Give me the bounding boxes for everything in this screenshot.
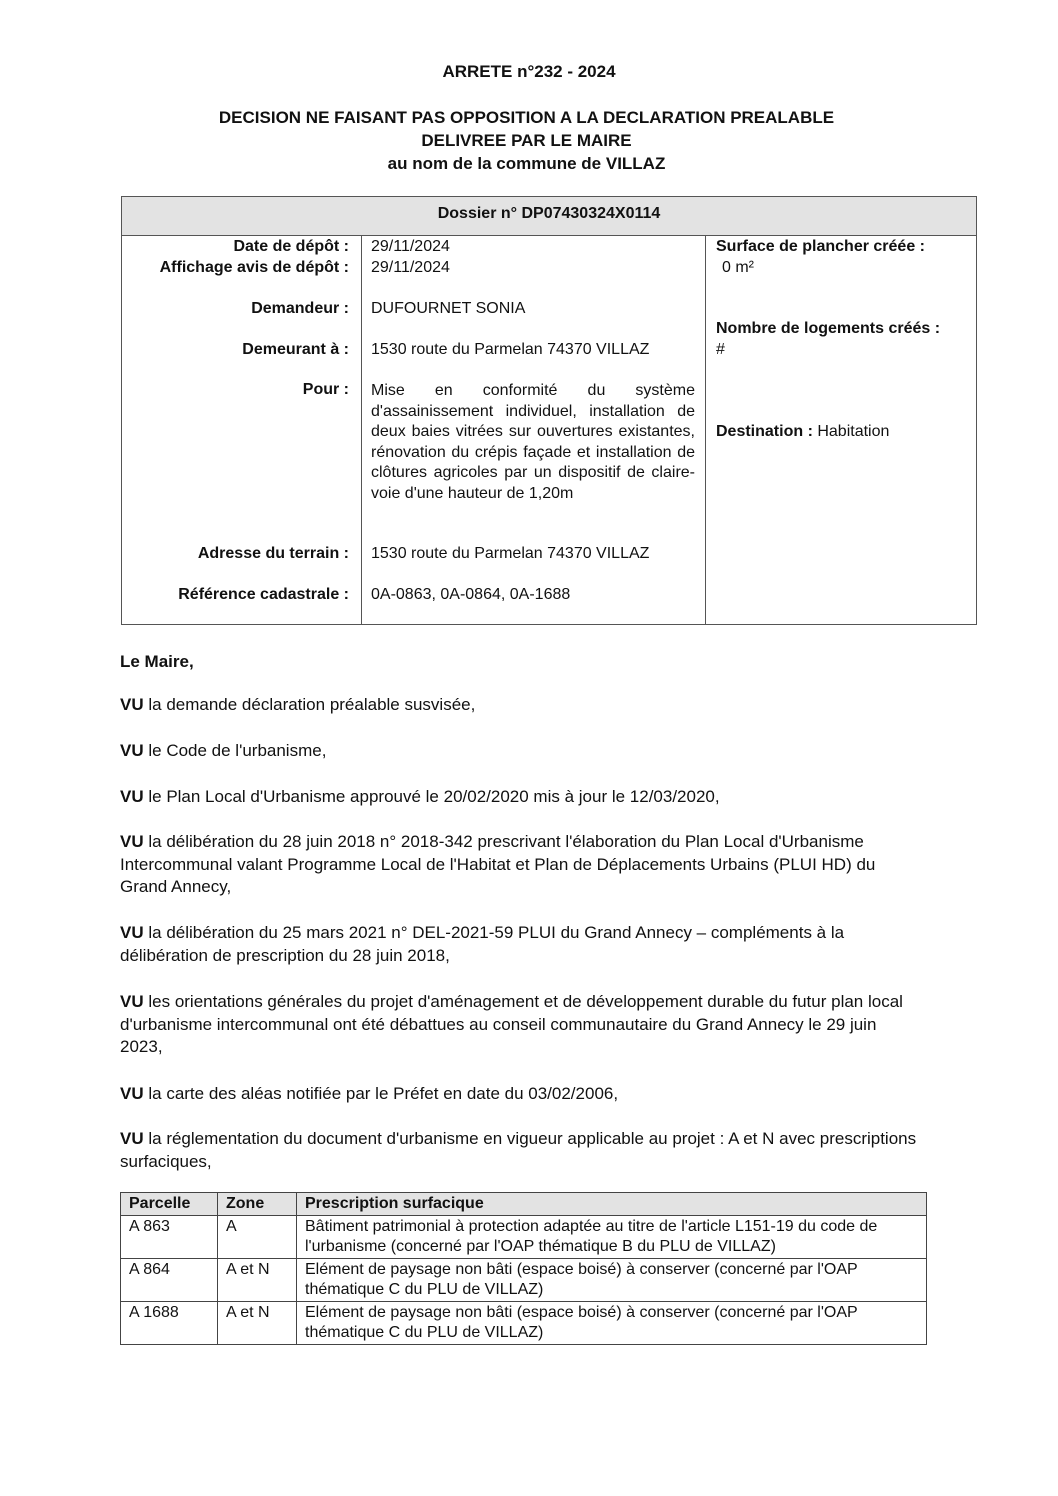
adresse-terrain-label: Adresse du terrain : bbox=[197, 545, 349, 562]
vu-paragraph: VU la délibération du 28 juin 2018 n° 2018-342 prescrivant l'élaboration du Plan Local d'Urbanisme Intercommunal valant Programme Local de l'Habitat et Plan de Déplacements Urbains (PLUI HD) du Grand Annecy, bbox=[120, 832, 876, 896]
table-row bbox=[121, 1259, 927, 1302]
cell-parcelle: A 864 bbox=[121, 1259, 218, 1302]
column-divider bbox=[705, 235, 706, 624]
vu-paragraph: VU les orientations générales du projet d'aménagement et de développement durable du futur plan local d'urbanisme intercommunal ont été débattues au conseil communautaire du Grand Annecy le 29 juin 2023, bbox=[120, 992, 903, 1056]
cell-zone: A et N bbox=[218, 1259, 297, 1302]
logements-label: Nombre de logements créés : bbox=[716, 320, 941, 337]
cell-prescription: Elément de paysage non bâti (espace boisé) à conserver (concerné par l'OAP thématique C du PLU de VILLAZ) bbox=[297, 1259, 927, 1302]
vu-paragraph: VU le Plan Local d'Urbanisme approuvé le 20/02/2020 mis à jour le 12/03/2020, bbox=[120, 787, 720, 806]
vu-paragraph: VU la réglementation du document d'urbanisme en vigueur applicable au projet : A et N avec prescriptions surfaciques, bbox=[120, 1129, 917, 1171]
header-parcelle: Parcelle bbox=[121, 1193, 218, 1216]
adresse-terrain-value: 1530 route du Parmelan 74370 VILLAZ bbox=[371, 545, 650, 562]
cell-zone: A bbox=[218, 1216, 297, 1259]
logements-value: # bbox=[716, 341, 725, 358]
header-zone: Zone bbox=[218, 1193, 297, 1216]
reference-cadastrale-label: Référence cadastrale : bbox=[178, 586, 349, 603]
le-maire: Le Maire, bbox=[120, 652, 194, 671]
surface-label: Surface de plancher créée : bbox=[716, 238, 925, 255]
cell-parcelle: A 1688 bbox=[121, 1302, 218, 1345]
pour-value: Mise en conformité du système d'assainissement individuel, installation de deux baies vitrées sur ouvertures existantes, rénovation du crépis façade et installation de clôtures agricoles par un dispositif de claire-voie d'une hauteur de 1,20m bbox=[371, 382, 695, 502]
column-divider bbox=[361, 235, 362, 624]
prescription-table bbox=[120, 1192, 927, 1345]
destination-label: Destination : bbox=[716, 423, 813, 440]
table-row bbox=[121, 1216, 927, 1259]
cell-prescription: Bâtiment patrimonial à protection adaptée au titre de l'article L151-19 du code de l'urbanisme (concerné par l'OAP thématique B du PLU de VILLAZ) bbox=[297, 1216, 927, 1259]
vu-paragraph: VU le Code de l'urbanisme, bbox=[120, 741, 327, 760]
decision-heading-line1: DECISION NE FAISANT PAS OPPOSITION A LA DECLARATION PREALABLE bbox=[218, 108, 835, 127]
cell-parcelle: A 863 bbox=[121, 1216, 218, 1259]
decision-heading-line2: DELIVREE PAR LE MAIRE bbox=[421, 131, 632, 150]
pour-label: Pour : bbox=[302, 381, 349, 398]
vu-paragraph: VU la carte des aléas notifiée par le Préfet en date du 03/02/2006, bbox=[120, 1084, 619, 1103]
dossier-box bbox=[121, 196, 977, 625]
affichage-label: Affichage avis de dépôt : bbox=[159, 259, 349, 276]
vu-paragraph: VU la délibération du 25 mars 2021 n° DEL-2021-59 PLUI du Grand Annecy – compléments à la délibération de prescription du 28 juin 2018, bbox=[120, 923, 845, 965]
cell-zone: A et N bbox=[218, 1302, 297, 1345]
decision-heading-line3: au nom de la commune de VILLAZ bbox=[387, 154, 666, 173]
date-depot-value: 29/11/2024 bbox=[371, 238, 450, 255]
demeurant-label: Demeurant à : bbox=[242, 341, 349, 358]
dossier-number: Dossier n° DP07430324X0114 bbox=[122, 197, 976, 236]
date-depot-label: Date de dépôt : bbox=[233, 238, 349, 255]
surface-value: 0 m² bbox=[722, 259, 754, 276]
demandeur-value: DUFOURNET SONIA bbox=[371, 300, 526, 317]
demeurant-value: 1530 route du Parmelan 74370 VILLAZ bbox=[371, 341, 650, 358]
demandeur-label: Demandeur : bbox=[251, 300, 349, 317]
cell-prescription: Elément de paysage non bâti (espace boisé) à conserver (concerné par l'OAP thématique C du PLU de VILLAZ) bbox=[297, 1302, 927, 1345]
table-header-row bbox=[121, 1193, 927, 1216]
table-row bbox=[121, 1302, 927, 1345]
vu-paragraph: VU la demande déclaration préalable susvisée, bbox=[120, 695, 476, 714]
reference-cadastrale-value: 0A-0863, 0A-0864, 0A-1688 bbox=[371, 586, 571, 603]
arrete-title: ARRETE n°232 - 2024 bbox=[442, 62, 616, 81]
destination-value: Habitation bbox=[817, 423, 890, 440]
affichage-value: 29/11/2024 bbox=[371, 259, 450, 276]
header-prescription: Prescription surfacique bbox=[297, 1193, 927, 1216]
